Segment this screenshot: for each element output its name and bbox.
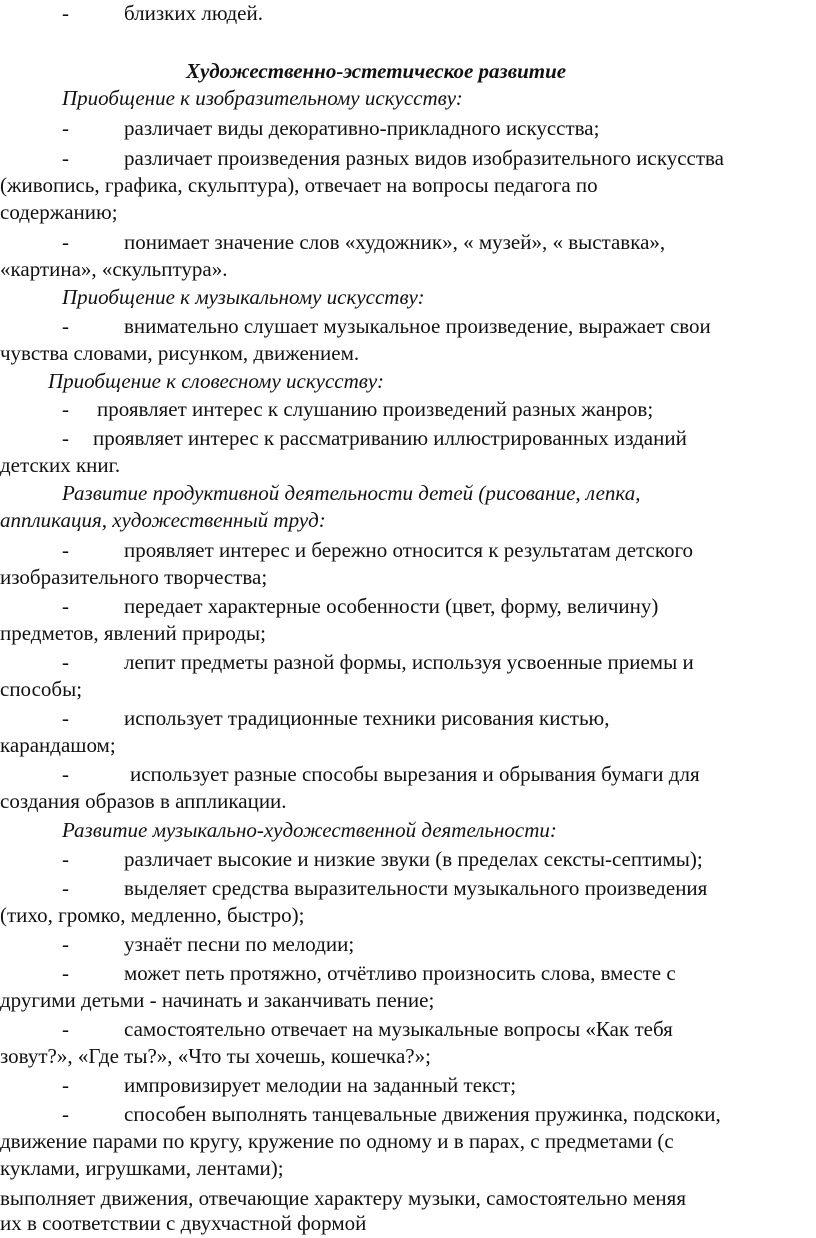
bullet-dash: - [62,1,69,25]
list-item: импровизирует мелодии на заданный текст; [124,1073,517,1097]
bullet-dash: - [62,230,69,254]
bullet-dash: - [62,706,69,730]
list-item: проявляет интерес к слушанию произведений разных жанров; [97,397,654,421]
list-item: понимает значение слов «художник», « музей», « выставка», [124,230,666,254]
list-item: внимательно слушает музыкальное произведение, выражает свои [124,314,711,338]
list-item: выделяет средства выразительности музыкального произведения [124,876,708,900]
list-item-continuation: «картина», «скульптура». [0,257,228,281]
list-item: различает виды декоративно-прикладного искусства; [124,116,600,140]
bullet-dash: - [62,876,69,900]
list-item: использует разные способы вырезания и обрывания бумаги для [130,762,700,786]
list-item: передает характерные особенности (цвет, форму, величину) [124,594,659,618]
list-item-continuation: способы; [0,677,83,701]
bullet-dash: - [62,397,69,421]
list-item: проявляет интерес к рассматриванию иллюстрированных изданий [93,426,687,450]
list-item: различает высокие и низкие звуки (в пределах сексты-септимы); [124,847,703,871]
bullet-dash: - [62,847,69,871]
list-item-continuation: движение парами по кругу, кружение по одному и в парах, с предметами (с [0,1129,674,1153]
list-item: может петь протяжно, отчётливо произносить слова, вместе с [124,961,676,985]
list-item-continuation: предметов, явлений природы; [0,621,266,645]
bullet-dash: - [62,932,69,956]
list-item-continuation: создания образов в аппликации. [0,789,287,813]
list-item-continuation: зовут?», «Где ты?», «Что ты хочешь, кошечка?»; [0,1044,431,1068]
list-item: различает произведения разных видов изобразительного искусства [124,146,725,170]
bullet-dash: - [62,426,69,450]
list-item-continuation: другими детьми - начинать и заканчивать пение; [0,988,435,1012]
subsection-title: Приобщение к изобразительному искусству: [62,86,463,110]
text-line: выполняет движения, отвечающие характеру музыки, самостоятельно меняя [0,1186,686,1210]
text-line: их в соответствии с двухчастной формой [0,1211,367,1235]
subsection-title-continuation: аппликация, художественный труд: [0,508,326,532]
bullet-dash: - [62,314,69,338]
bullet-dash: - [62,1102,69,1126]
list-item-continuation: карандашом; [0,733,116,757]
subsection-title: Развитие музыкально-художественной деятельности: [62,818,557,842]
bullet-dash: - [62,594,69,618]
bullet-dash: - [62,762,69,786]
list-item-continuation: содержанию; [0,200,118,224]
list-item: использует традиционные техники рисования кистью, [124,706,610,730]
list-item: самостоятельно отвечает на музыкальные вопросы «Как тебя [124,1017,673,1041]
subsection-title: Приобщение к словесному искусству: [48,369,384,393]
bullet-dash: - [62,116,69,140]
subsection-title: Развитие продуктивной деятельности детей (рисование, лепка, [62,481,641,505]
bullet-dash: - [62,650,69,674]
bullet-dash: - [62,961,69,985]
subsection-title: Приобщение к музыкальному искусству: [62,285,425,309]
bullet-dash: - [62,146,69,170]
list-item-continuation: куклами, игрушками, лентами); [0,1156,284,1180]
list-item: проявляет интерес и бережно относится к результатам детского [124,538,694,562]
section-heading: Художественно-эстетическое развитие [186,59,567,83]
list-item: способен выполнять танцевальные движения пружинка, подскоки, [124,1102,721,1126]
bullet-dash: - [62,1073,69,1097]
list-item-continuation: чувства словами, рисунком, движением. [0,341,360,365]
list-item-continuation: (тихо, громко, медленно, быстро); [0,903,305,927]
text-line: близких людей. [124,1,263,25]
list-item-continuation: изобразительного творчества; [0,565,268,589]
list-item-continuation: детских книг. [0,453,121,477]
list-item: лепит предметы разной формы, используя усвоенные приемы и [124,650,694,674]
bullet-dash: - [62,538,69,562]
bullet-dash: - [62,1017,69,1041]
list-item: узнаёт песни по мелодии; [124,932,355,956]
list-item-continuation: (живопись, графика, скульптура), отвечает на вопросы педагога по [0,173,598,197]
